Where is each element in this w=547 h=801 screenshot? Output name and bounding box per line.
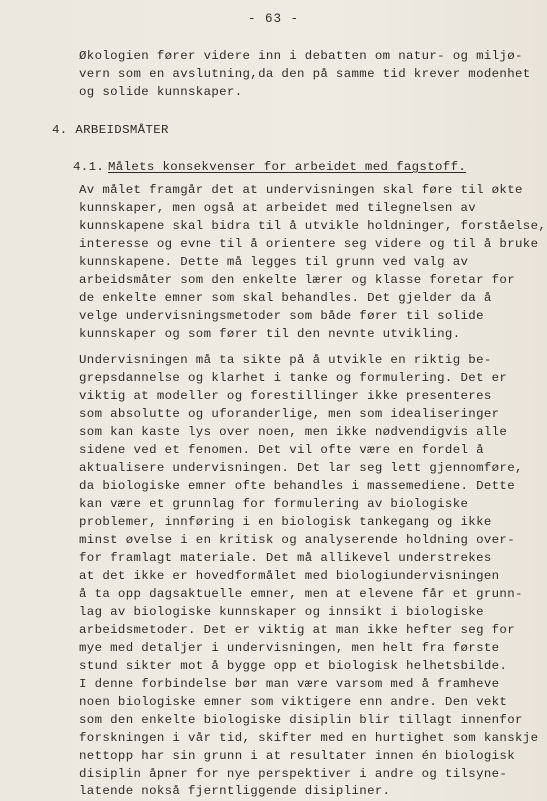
paragraph1-line: de enkelte emner som skal behandles. Det gjelder da å	[79, 291, 492, 305]
paragraph2-line: stund sikter mot å bygge opp et biologisk helhetsbilde.	[79, 659, 508, 673]
paragraph2-line: sidene ved et fenomen. Det vil ofte være en fordel å	[79, 443, 484, 457]
paragraph1-line: Av målet framgår det at undervisningen skal føre til økte	[79, 183, 523, 197]
paragraph2-line: nettopp har sin grunn i at resultater innen én biologisk	[79, 749, 515, 763]
paragraph2-line: Undervisningen må ta sikte på å utvikle en riktig be-	[79, 353, 492, 367]
intro-line: Økologien fører videre inn i debatten om natur- og miljø-	[79, 49, 523, 63]
paragraph2-line: å ta opp dagsaktuelle emner, men at elevene får et grunn-	[79, 587, 523, 601]
page-number: - 63 -	[247, 12, 299, 26]
paragraph2-line: for framlagt materiale. Det må allikevel understrekes	[79, 551, 492, 565]
paragraph2-line: at det ikke er hovedformålet med biologiundervisningen	[79, 569, 500, 583]
intro-line: vern som en avslutning,da den på samme tid krever modenhet	[79, 67, 531, 81]
subsection-number: 4.1.	[73, 160, 105, 174]
intro-line: og solide kunnskaper.	[79, 85, 243, 99]
paragraph2-line: mye med detaljer i undervisningen, men helt fra første	[79, 641, 500, 655]
paragraph2-line: disiplin åpner for nye perspektiver i andre og tilsyne-	[79, 767, 508, 781]
paragraph2-line: som absolutte og uforanderlige, men som idealiseringer	[79, 407, 500, 421]
paragraph1-line: arbeidsmåter som den enkelte lærer og klasse foretar for	[79, 273, 515, 287]
paragraph2-line: latende nokså fjerntliggende disipliner.	[79, 784, 391, 798]
paragraph2-line: noen biologiske emner som viktigere enn andre. Den vekt	[79, 695, 508, 709]
paragraph2-line: grepsdannelse og klarhet i tanke og formulering. Det er	[79, 371, 508, 385]
paragraph1-line: kunnskapene. Dette må legges til grunn ved valg av	[79, 255, 469, 269]
paragraph1-line: interesse og evne til å orientere seg videre og til å bruke	[79, 237, 539, 251]
paragraph2-line: forskningen i vår tid, skifter med en hurtighet som kanskje	[79, 731, 539, 745]
paragraph2-line: problemer, innføring i en biologisk tankegang og ikke	[79, 515, 492, 529]
paragraph2-line: lag av biologiske kunnskaper og innsikt i biologiske	[79, 605, 484, 619]
paragraph2-line: minst øvelse i en kritisk og analyserende holdning over-	[79, 533, 515, 547]
paragraph2-line: arbeidsmetoder. Det er viktig at man ikke hefter seg for	[79, 623, 515, 637]
paragraph2-line: som kan kaste lys over noen, men ikke nødvendigvis alle	[79, 425, 508, 439]
paragraph1-line: kunnskapene skal bidra til å utvikle holdninger, forståelse,	[79, 219, 547, 233]
subsection-title: Målets konsekvenser for arbeidet med fagstoff.	[108, 160, 467, 174]
paragraph2-line: kan være et grunnlag for formulering av biologiske	[79, 497, 469, 511]
paragraph2-line: aktualisere undervisningen. Det lar seg lett gjennomføre,	[79, 461, 523, 475]
paragraph2-line: viktig at modeller og forestillinger ikke presenteres	[79, 389, 492, 403]
paragraph1-line: kunnskaper, men også at arbeidet med tilegnelsen av	[79, 201, 477, 215]
paragraph2-line: da biologiske emner ofte behandles i massemediene. Dette	[79, 479, 515, 493]
paragraph2-line: som den enkelte biologiske disiplin blir tillagt innenfor	[79, 713, 523, 727]
section-heading: 4. ARBEIDSMÅTER	[52, 123, 169, 137]
paragraph1-line: kunnskaper og som fører til den nevnte utvikling.	[79, 327, 461, 341]
paragraph1-line: velge undervisningsmetoder som både fører til solide	[79, 309, 484, 323]
paragraph2-line: I denne forbindelse bør man være varsom med å framheve	[79, 677, 500, 691]
